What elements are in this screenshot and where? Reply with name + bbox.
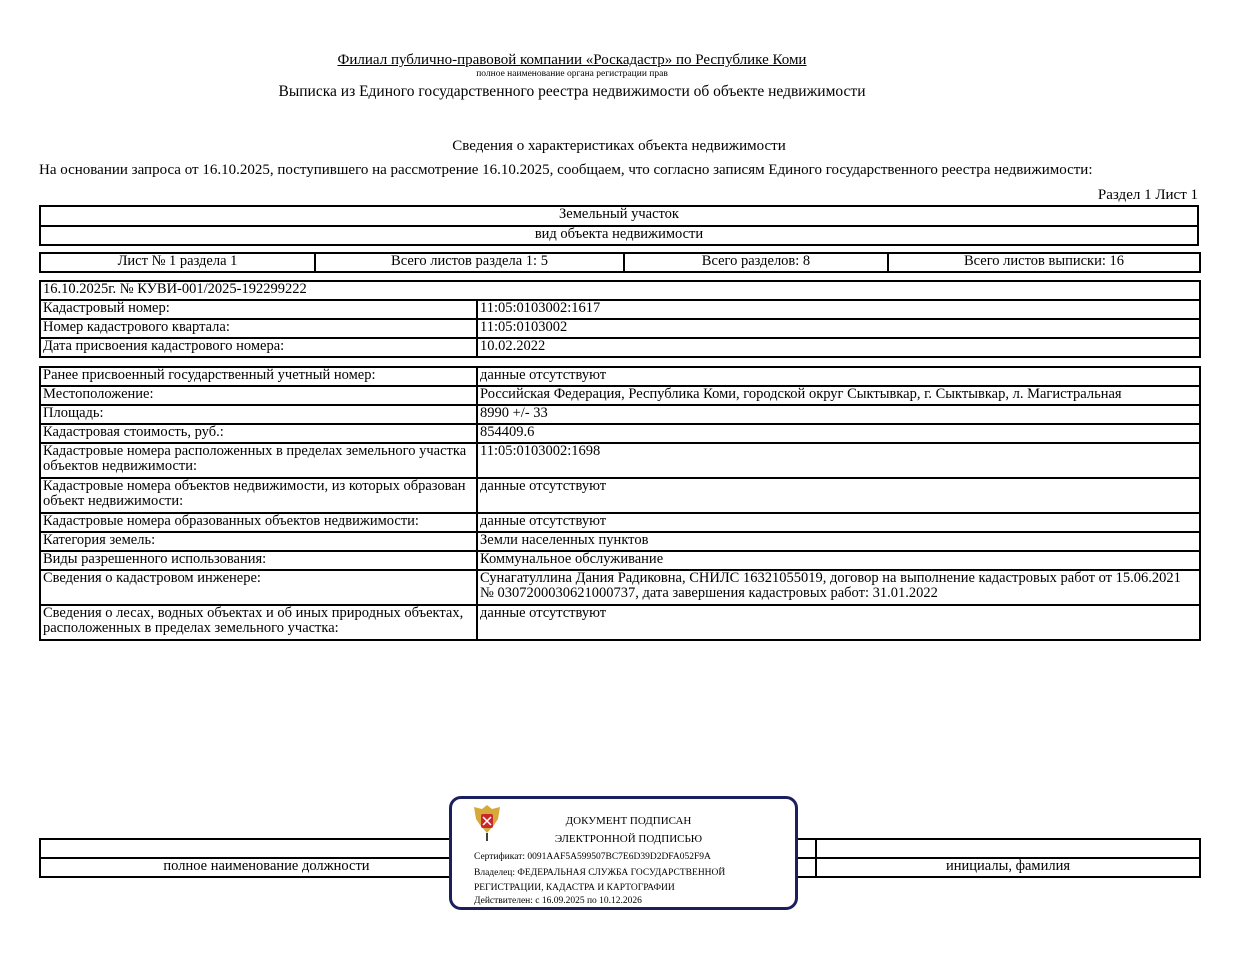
- table-row: [40, 478, 1200, 513]
- document-title: Выписка из Единого государственного реестра недвижимости об объекте недвижимости: [278, 83, 866, 100]
- stamp-line1: ДОКУМЕНТ ПОДПИСАН: [565, 815, 692, 827]
- row-label: Дата присвоения кадастрового номера:: [40, 338, 477, 357]
- row-value: Сунагатуллина Дания Радиковна, СНИЛС 16321055019, договор на выполнение кадастровых работ от 15.06.2021 № 0307200030621000737, дата завершения кадастровых работ: 31.01.2022: [477, 570, 1200, 605]
- sheet-info-table: [39, 252, 1201, 273]
- row-label: Виды разрешенного использования:: [40, 551, 477, 570]
- stamp-certificate: Сертификат: 0091AAF5A599507BC7E6D39D2DFA052F9A: [474, 852, 711, 862]
- table-row: [40, 338, 1200, 357]
- stamp-line2: ЭЛЕКТРОННОЙ ПОДПИСЬЮ: [554, 833, 703, 845]
- row-value: 11:05:0103002: [477, 319, 1200, 338]
- table-row: [40, 513, 1200, 532]
- table-row: [40, 443, 1200, 478]
- section-sheet: Раздел 1 Лист 1: [1097, 187, 1198, 203]
- name-caption: инициалы, фамилия: [816, 858, 1200, 877]
- row-label: Площадь:: [40, 405, 477, 424]
- electronic-signature-stamp: [449, 796, 798, 910]
- table-row: [40, 605, 1200, 640]
- intro-text: На основании запроса от 16.10.2025, поступившего на рассмотрение 16.10.2025, сообщаем, что согласно записям Единого государственного реестра недвижимости:: [39, 162, 1093, 178]
- row-value: Земли населенных пунктов: [477, 532, 1200, 551]
- table-row: [40, 386, 1200, 405]
- details-table: [39, 366, 1201, 641]
- table-row: [40, 551, 1200, 570]
- row-label: Кадастровые номера объектов недвижимости, из которых образован объект недвижимости:: [40, 478, 477, 513]
- row-label: Местоположение:: [40, 386, 477, 405]
- stamp-owner-1: Владелец: ФЕДЕРАЛЬНАЯ СЛУЖБА ГОСУДАРСТВЕННОЙ: [474, 868, 726, 878]
- row-value: Российская Федерация, Республика Коми, городской округ Сыктывкар, г. Сыктывкар, л. Магистральная: [477, 386, 1200, 405]
- sheet-number: Лист № 1 раздела 1: [40, 253, 315, 272]
- row-label: Категория земель:: [40, 532, 477, 551]
- row-label: Сведения о лесах, водных объектах и об иных природных объектах, расположенных в пределах земельного участка:: [40, 605, 477, 640]
- table-row: [40, 300, 1200, 319]
- row-label: Кадастровый номер:: [40, 300, 477, 319]
- row-value: данные отсутствуют: [477, 478, 1200, 513]
- sections-total: Всего разделов: 8: [624, 253, 888, 272]
- table-row: [40, 532, 1200, 551]
- object-type: Земельный участок: [40, 206, 1198, 226]
- table-row: [40, 570, 1200, 605]
- table-row: [40, 424, 1200, 443]
- object-type-caption: вид объекта недвижимости: [40, 226, 1198, 245]
- stamp-validity: Действителен: с 16.09.2025 по 10.12.2026: [474, 896, 642, 906]
- stamp-owner-2: РЕГИСТРАЦИИ, КАДАСТРА И КАРТОГРАФИИ: [474, 883, 675, 893]
- row-value: 8990 +/- 33: [477, 405, 1200, 424]
- row-value: 854409.6: [477, 424, 1200, 443]
- row-label: Кадастровая стоимость, руб.:: [40, 424, 477, 443]
- row-value: данные отсутствуют: [477, 513, 1200, 532]
- row-value: 11:05:0103002:1698: [477, 443, 1200, 478]
- table-row: [40, 405, 1200, 424]
- org-caption: полное наименование органа регистрации прав: [476, 69, 668, 79]
- row-label: Кадастровые номера расположенных в пределах земельного участка объектов недвижимости:: [40, 443, 477, 478]
- table-row: [40, 319, 1200, 338]
- extract-sheets-total: Всего листов выписки: 16: [888, 253, 1200, 272]
- org-name: Филиал публично-правовой компании «Роскадастр» по Республике Коми: [337, 52, 807, 68]
- object-type-table: [39, 205, 1199, 246]
- row-value: данные отсутствуют: [477, 605, 1200, 640]
- row-value: Коммунальное обслуживание: [477, 551, 1200, 570]
- subtitle: Сведения о характеристиках объекта недвижимости: [452, 138, 786, 154]
- position-caption: полное наименование должности: [40, 858, 493, 877]
- row-value: 11:05:0103002:1617: [477, 300, 1200, 319]
- row-label: Ранее присвоенный государственный учетный номер:: [40, 367, 477, 386]
- row-label: Сведения о кадастровом инженере:: [40, 570, 477, 605]
- section-sheets-total: Всего листов раздела 1: 5: [315, 253, 624, 272]
- row-label: Кадастровые номера образованных объектов недвижимости:: [40, 513, 477, 532]
- record-number: 16.10.2025г. № КУВИ-001/2025-192299222: [40, 281, 1200, 300]
- row-label: Номер кадастрового квартала:: [40, 319, 477, 338]
- record-table: [39, 280, 1201, 358]
- table-row: [40, 367, 1200, 386]
- row-value: 10.02.2022: [477, 338, 1200, 357]
- row-value: данные отсутствуют: [477, 367, 1200, 386]
